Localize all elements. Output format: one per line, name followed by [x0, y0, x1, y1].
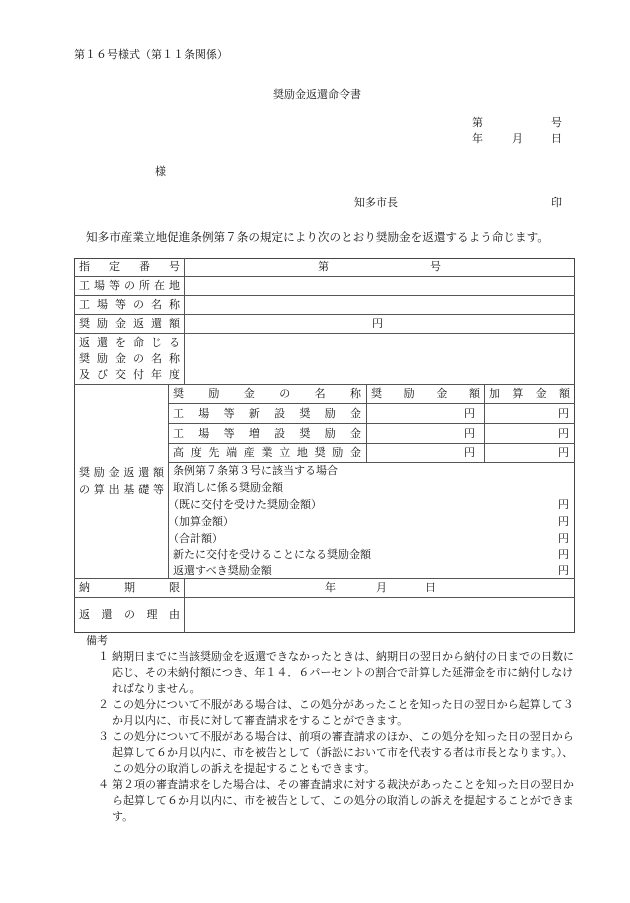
refund-amount-label: 奨励金返還額 — [79, 317, 180, 330]
basis-label-1: 奨励金返還額 — [79, 466, 164, 479]
date-day: 日 — [551, 132, 562, 145]
note-item — [98, 649, 578, 697]
note-text: この処分について不服がある場合は、この処分があったことを知った日の翌日から起算して３か月以内に、市長に対して審査請求をすることができます。 — [112, 698, 574, 727]
deadline-year: 年 — [325, 581, 336, 594]
calc-line-unit: 円 — [558, 548, 569, 561]
basis-row-amount-unit: 円 — [464, 446, 475, 459]
header-subsidy-amount: 奨励金額 — [371, 387, 480, 400]
number-dai: 第 — [472, 116, 483, 129]
deadline-day: 日 — [425, 581, 436, 594]
designation-label: 指定番号 — [79, 260, 180, 273]
intro-text: 知多市産業立地促進条例第７条の規定により次のとおり奨励金を返還するよう命じます。 — [86, 230, 549, 244]
factory-name-label: 工場等の名称 — [79, 298, 180, 311]
note-number: ４ — [98, 778, 109, 791]
basis-row-add-unit: 円 — [558, 407, 569, 420]
note-number: １ — [98, 650, 109, 663]
designation-dai: 第 — [318, 260, 329, 273]
note-item — [98, 777, 578, 825]
document-title: 奨励金返還命令書 — [273, 88, 361, 101]
reason-label: 返還の理由 — [79, 608, 180, 621]
note-number: ２ — [98, 698, 109, 711]
calc-line: 返還すべき奨励金額 — [173, 564, 272, 577]
subsidy-name-label-3: 及び交付年度 — [79, 368, 180, 381]
seal: 印 — [551, 196, 562, 209]
subsidy-name-label-1: 返還を命じる — [79, 336, 180, 349]
notes-title: 備考 — [86, 634, 108, 647]
date-year: 年 — [472, 132, 483, 145]
basis-row-name: 工場等新設奨励金 — [173, 407, 361, 420]
calc-line-unit: 円 — [558, 532, 569, 545]
calc-line-unit: 円 — [558, 498, 569, 511]
calc-line: （既に交付を受けた奨励金額） — [168, 498, 322, 511]
addressee-suffix: 様 — [155, 165, 166, 178]
number-go: 号 — [551, 116, 562, 129]
header-subsidy-name: 奨励金の名称 — [173, 387, 361, 400]
basis-label-2: の算出基礎等 — [79, 483, 164, 496]
basis-row-add-unit: 円 — [558, 427, 569, 440]
note-number: ３ — [98, 730, 109, 743]
note-text: 第２項の審査請求をした場合は、その審査請求に対する裁決があったことを知った日の翌日から起算して６か月以内に、市を被告として、この処分の取消しの訴えを提起することができます。 — [112, 778, 574, 823]
deadline-label: 納期限 — [79, 581, 180, 594]
note-text: この処分について不服がある場合は、前項の審査請求のほか、この処分を知った日の翌日から起算して６か月以内に、市を被告として（訴訟において市を代表する者は市長となります。）、この処分の取消しの訴えを提起することもできます。 — [112, 730, 574, 775]
refund-amount-unit: 円 — [372, 317, 383, 330]
calc-line: 取消しに係る奨励金額 — [173, 481, 283, 494]
issuer: 知多市長 — [354, 196, 398, 209]
form-number: 第１６号様式（第１１条関係） — [74, 48, 228, 61]
calc-line: 条例第７条第３号に該当する場合 — [173, 464, 338, 477]
basis-row-amount-unit: 円 — [464, 407, 475, 420]
calc-line: （合計額） — [168, 532, 223, 545]
calc-line: 新たに交付を受けることになる奨励金額 — [173, 548, 371, 561]
note-text: 納期日までに当該奨励金を返還できなかったときは、納期日の翌日から納付の日までの日数に応じ、その未納付額につき、年１４．６パーセントの割合で計算した延滞金を市に納付しなければなりません。 — [112, 650, 574, 695]
designation-go: 号 — [430, 260, 441, 273]
calc-line: （加算金額） — [168, 515, 234, 528]
basis-row-add-unit: 円 — [558, 446, 569, 459]
subsidy-name-label-2: 奨励金の名称 — [79, 352, 180, 365]
basis-row-amount-unit: 円 — [464, 427, 475, 440]
deadline-month: 月 — [376, 581, 387, 594]
calc-line-unit: 円 — [558, 515, 569, 528]
basis-row-name: 工場等増設奨励金 — [173, 427, 361, 440]
basis-row-name: 高度先端産業立地奨励金 — [173, 446, 361, 459]
note-item — [98, 729, 578, 777]
location-label: 工場等の所在地 — [79, 279, 180, 292]
note-item — [98, 697, 578, 729]
header-additional-amount: 加算金額 — [489, 387, 570, 400]
calc-line-unit: 円 — [558, 564, 569, 577]
date-month: 月 — [512, 132, 523, 145]
